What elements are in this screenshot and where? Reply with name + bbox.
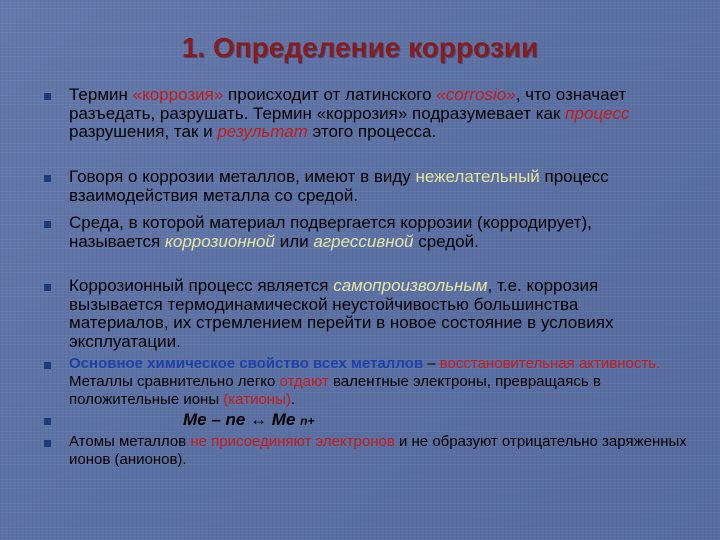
formula: Ме – nе ↔ Ме n+ [183,410,315,429]
item-text: Коррозионный процесс является самопроизвольным, т.е. коррозия вызывается термодинамической неустойчивостью большинства материалов, их стремлением перейти в новое состояние в условиях эксплуатации. [69,276,614,351]
slide-title: 1. Определение коррозии [181,32,539,63]
bullet-square-icon [44,93,51,100]
bullet-square-icon [44,284,51,291]
bullet-square-icon [44,175,51,182]
item-text: Среда, в которой материал подвергается коррозии (корродирует), называется коррозионной или агрессивной средой. [69,213,592,251]
bullet-square-icon [44,440,51,447]
item-text: Основное химическое свойство всех металлов – восстановительная активность. Металлы сравнительно легко отдают валентные электроны, превращаясь в положительные ионы (катионы). [69,355,661,408]
item-text: Термин «коррозия» происходит от латинского «corrosio», что означает разъедать, разрушать. Термин «коррозия» подразумевает как процесс разрушения, так и результат этого процесса. [69,85,630,141]
item-text: Атомы металлов не присоединяют электронов и не образуют отрицательно заряженных ионов (анионов). [69,433,687,468]
bullet-square-icon [44,362,51,369]
bullet-square-icon [44,221,51,228]
item-text: Говоря о коррозии металлов, имеют в виду нежелательный процесс взаимодействия металла со средой. [69,167,609,205]
bullet-square-icon [44,418,51,425]
